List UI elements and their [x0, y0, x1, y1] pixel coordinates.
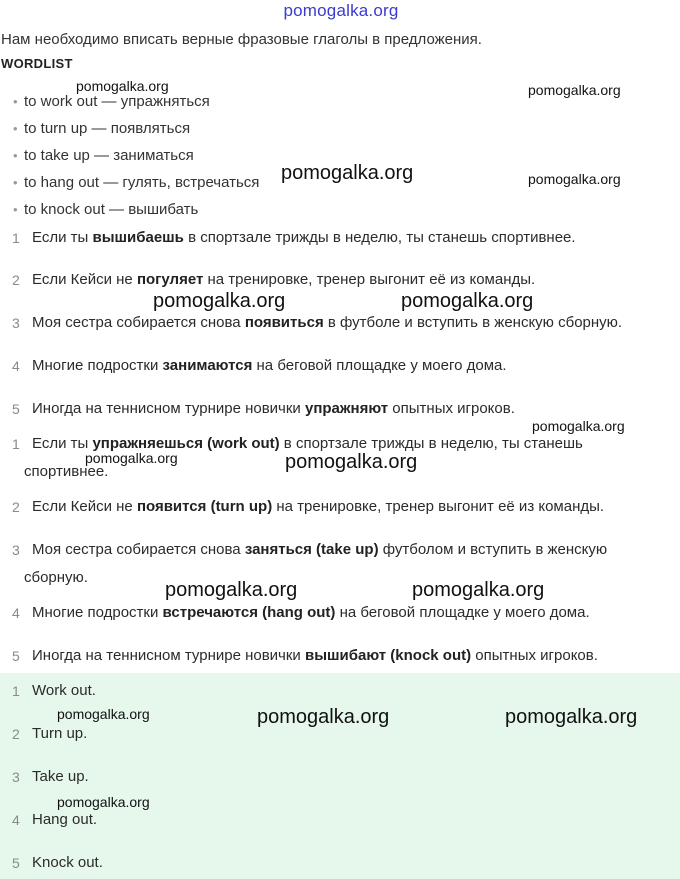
item-number: 4 [12, 358, 20, 374]
watermark: pomogalka.org [532, 418, 625, 434]
sentence: Если Кейси не погуляет на тренировке, тренер выгонит её из команды. [32, 271, 536, 288]
watermark: pomogalka.org [165, 579, 298, 601]
item-number: 4 [12, 812, 20, 828]
bullet-icon: • [13, 148, 18, 163]
item-number: 2 [12, 272, 20, 288]
site-header-link[interactable]: pomogalka.org [283, 1, 399, 20]
watermark: pomogalka.org [285, 451, 418, 473]
item-number: 3 [12, 542, 20, 558]
watermark: pomogalka.org [505, 706, 638, 728]
intro-text: Нам необходимо вписать верные фразовые глаголы в предложения. [1, 31, 482, 48]
watermark: pomogalka.org [528, 82, 621, 98]
sentence: Если Кейси не появится (turn up) на тренировке, тренер выгонит её из команды. [32, 498, 605, 515]
watermark: pomogalka.org [57, 794, 150, 810]
bullet-icon: • [13, 94, 18, 109]
item-number: 1 [12, 230, 20, 246]
bullet-icon: • [13, 121, 18, 136]
watermark: pomogalka.org [76, 78, 169, 94]
wordlist-title: WORDLIST [1, 56, 73, 71]
sentence: Многие подростки занимаются на беговой площадке у моего дома. [32, 357, 507, 374]
sentence: Если ты упражняешься (work out) в спортзале трижды в неделю, ты станешь [32, 435, 583, 452]
item-number: 5 [12, 648, 20, 664]
item-number: 3 [12, 769, 20, 785]
sentence: Моя сестра собирается снова заняться (take up) футболом и вступить в женскую [32, 541, 608, 558]
wordlist-item: • to take up — заниматься [13, 147, 194, 164]
wordlist-item: • to turn up — появляться [13, 120, 191, 137]
item-number: 1 [12, 436, 20, 452]
item-number: 1 [12, 683, 20, 699]
item-number: 3 [12, 315, 20, 331]
watermark: pomogalka.org [57, 706, 150, 722]
watermark: pomogalka.org [412, 579, 545, 601]
sentence-continuation: сборную. [24, 569, 88, 586]
answer-text: Work out. [32, 682, 96, 699]
bullet-icon: • [13, 202, 18, 217]
watermark: pomogalka.org [153, 290, 286, 312]
sentence: Иногда на теннисном турнире новички упражняют опытных игроков. [32, 400, 515, 417]
watermark: pomogalka.org [401, 290, 534, 312]
bullet-icon: • [13, 175, 18, 190]
wordlist-item: • to hang out — гулять, встречаться [13, 174, 260, 191]
answers-panel [0, 673, 680, 879]
sentence: Если ты вышибаешь в спортзале трижды в неделю, ты станешь спортивнее. [32, 229, 576, 246]
item-number: 2 [12, 726, 20, 742]
item-number: 2 [12, 499, 20, 515]
answer-text: Knock out. [32, 854, 103, 871]
sentence: Многие подростки встречаются (hang out) на беговой площадке у моего дома. [32, 604, 590, 621]
watermark: pomogalka.org [85, 450, 178, 466]
sentence: Иногда на теннисном турнире новички вышибают (knock out) опытных игроков. [32, 647, 598, 664]
watermark: pomogalka.org [257, 706, 390, 728]
item-number: 5 [12, 855, 20, 871]
answer-text: Turn up. [32, 725, 88, 742]
item-number: 5 [12, 401, 20, 417]
answer-text: Hang out. [32, 811, 98, 828]
watermark: pomogalka.org [281, 162, 414, 184]
sentence-continuation: спортивнее. [24, 463, 109, 480]
sentence: Моя сестра собирается снова появиться в футболе и вступить в женскую сборную. [32, 314, 623, 331]
answer-text: Take up. [32, 768, 89, 785]
watermark: pomogalka.org [528, 171, 621, 187]
item-number: 4 [12, 605, 20, 621]
wordlist-item: • to work out — упражняться [13, 93, 210, 110]
wordlist-item: • to knock out — вышибать [13, 201, 199, 218]
